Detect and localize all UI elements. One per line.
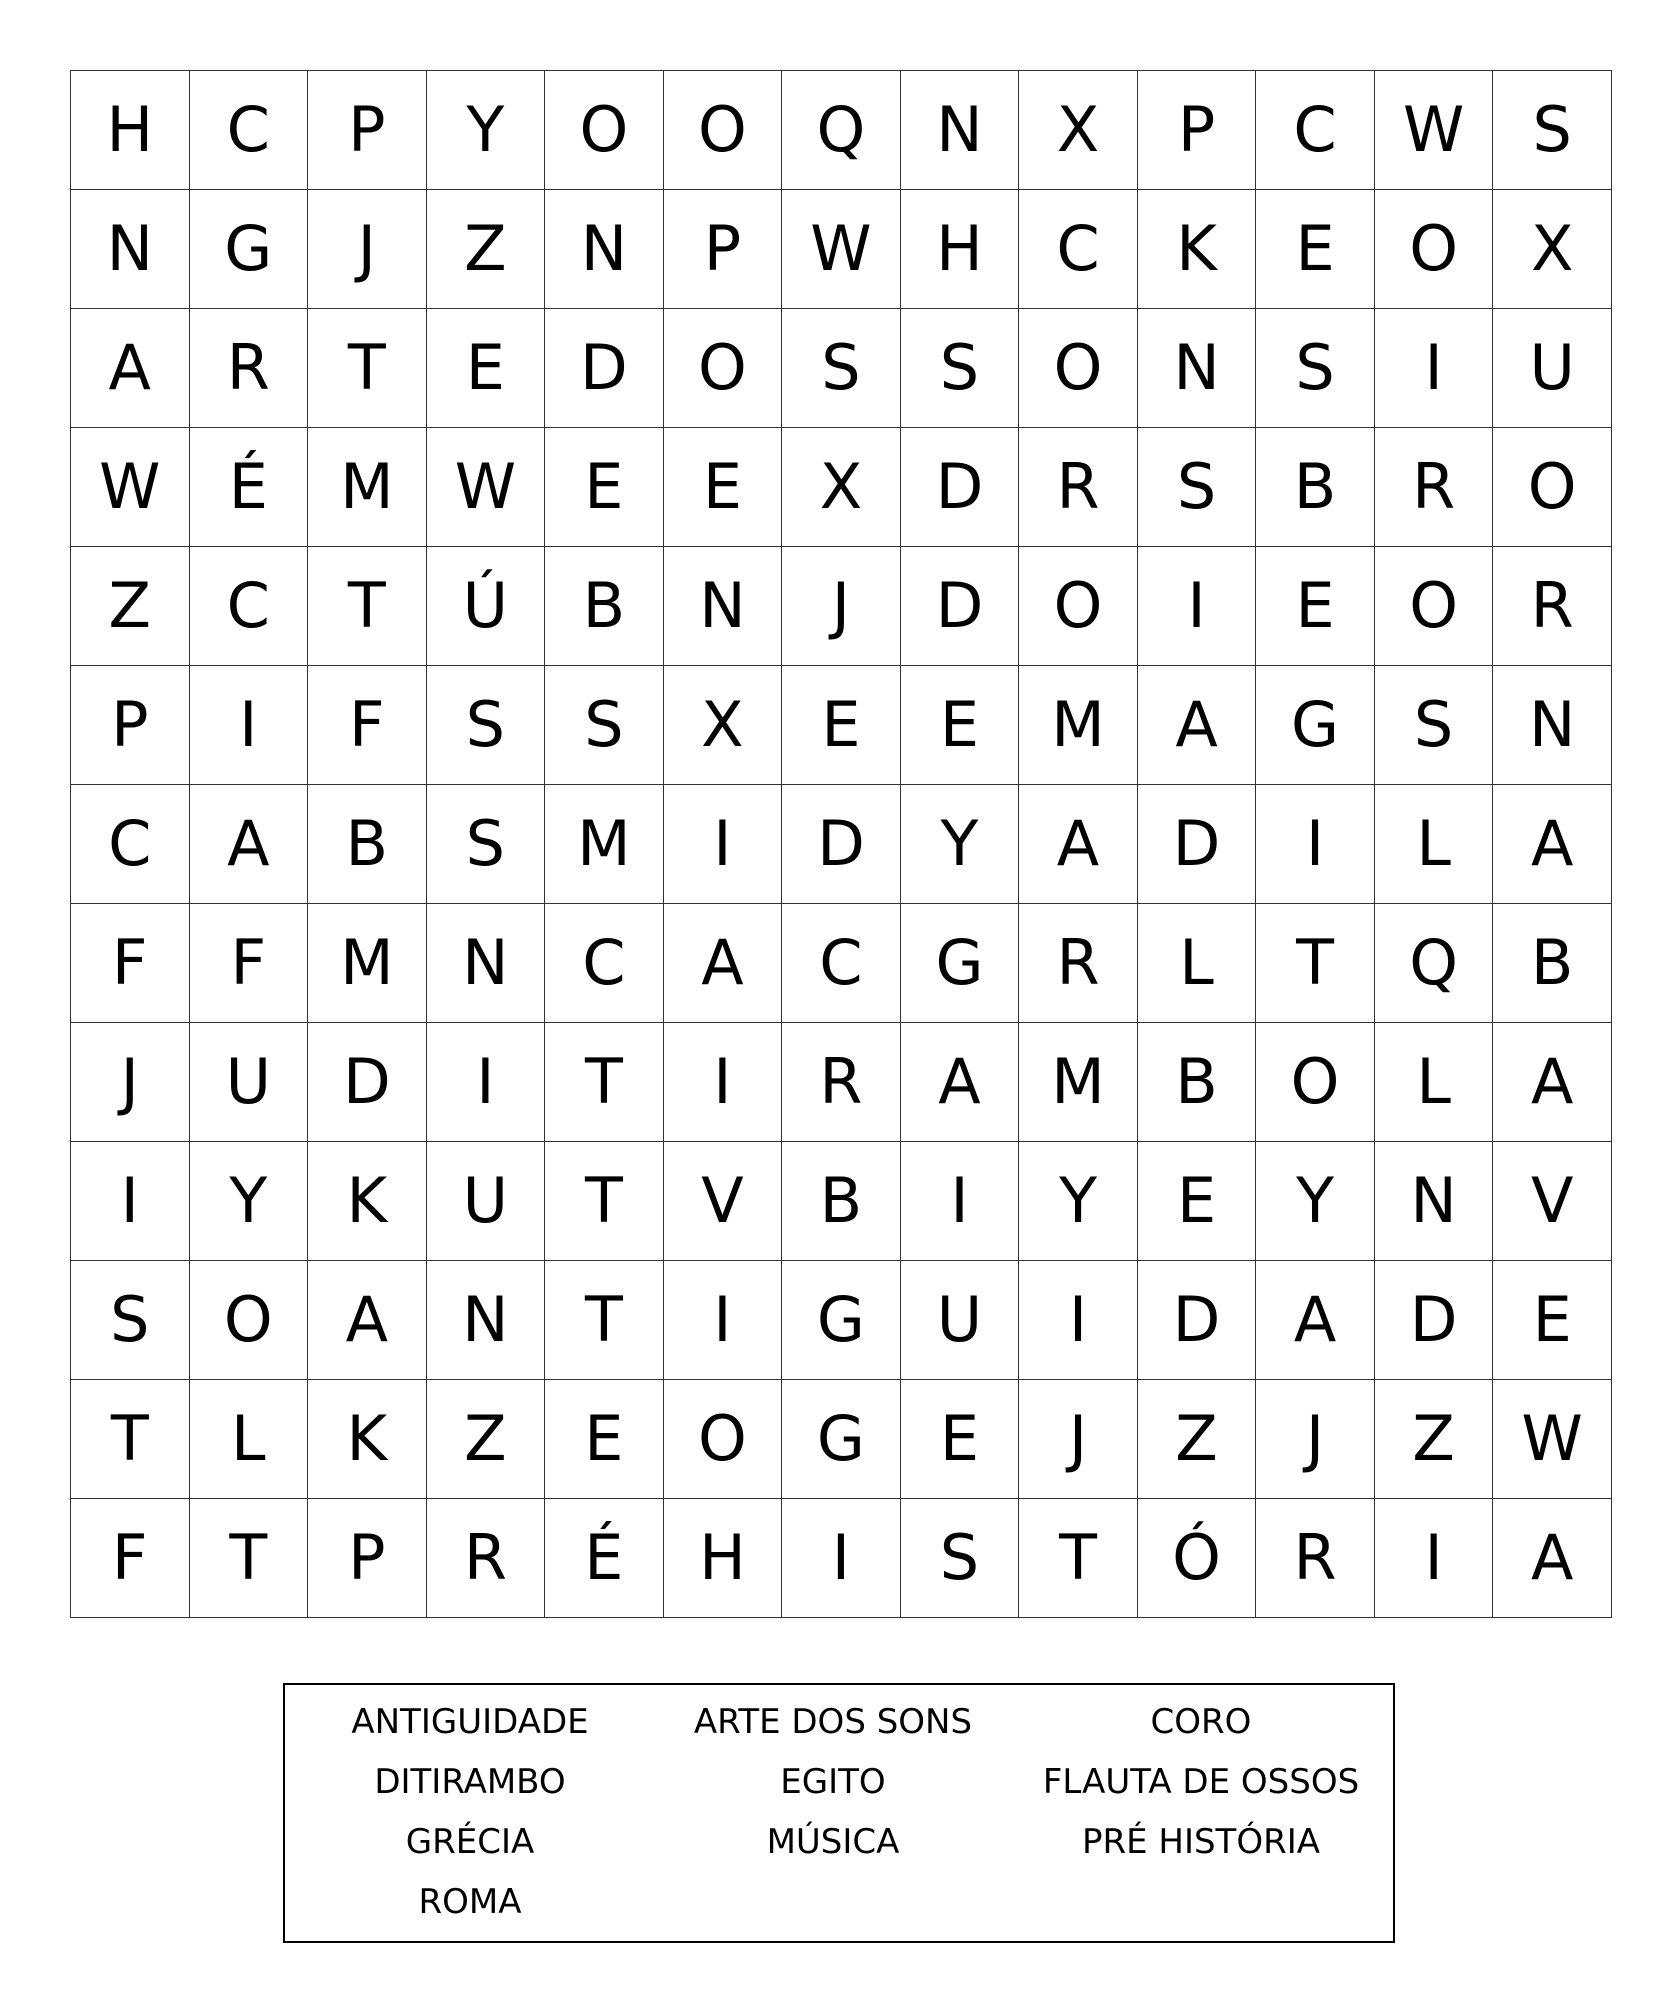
grid-cell[interactable]: Z bbox=[71, 547, 190, 666]
grid-cell[interactable]: I bbox=[663, 1023, 782, 1142]
grid-row bbox=[71, 1023, 1612, 1142]
grid-cell[interactable]: Z bbox=[1137, 1380, 1256, 1499]
grid-cell[interactable]: E bbox=[1493, 1261, 1612, 1380]
grid-cell[interactable]: R bbox=[782, 1023, 901, 1142]
grid-cell[interactable]: É bbox=[189, 428, 308, 547]
grid-cell[interactable]: R bbox=[426, 1499, 545, 1618]
grid-cell[interactable]: A bbox=[1493, 1499, 1612, 1618]
grid-cell[interactable]: C bbox=[189, 547, 308, 666]
grid-cell[interactable]: I bbox=[1256, 785, 1375, 904]
grid-cell[interactable]: H bbox=[71, 71, 190, 190]
grid-cell[interactable]: F bbox=[189, 904, 308, 1023]
grid-cell[interactable]: H bbox=[663, 1499, 782, 1618]
grid-cell[interactable]: B bbox=[782, 1142, 901, 1261]
grid-cell[interactable]: K bbox=[1137, 190, 1256, 309]
grid-cell[interactable]: Ú bbox=[426, 547, 545, 666]
grid-cell[interactable]: A bbox=[308, 1261, 427, 1380]
grid-cell[interactable]: W bbox=[782, 190, 901, 309]
grid-cell[interactable]: I bbox=[782, 1499, 901, 1618]
grid-cell[interactable]: X bbox=[782, 428, 901, 547]
grid-cell[interactable]: I bbox=[900, 1142, 1019, 1261]
grid-cell[interactable]: I bbox=[1019, 1261, 1138, 1380]
grid-cell[interactable]: E bbox=[900, 1380, 1019, 1499]
grid-cell[interactable]: G bbox=[1256, 666, 1375, 785]
grid-cell[interactable]: N bbox=[426, 904, 545, 1023]
grid-cell[interactable]: Y bbox=[426, 71, 545, 190]
grid-cell[interactable]: W bbox=[1374, 71, 1493, 190]
word-list-item: EGITO bbox=[780, 1762, 886, 1802]
grid-cell[interactable]: A bbox=[1493, 1023, 1612, 1142]
grid-cell[interactable]: F bbox=[308, 666, 427, 785]
word-list-item: FLAUTA DE OSSOS bbox=[1042, 1762, 1360, 1802]
word-list-item: PRÉ HISTÓRIA bbox=[1081, 1822, 1321, 1862]
grid-cell[interactable]: R bbox=[189, 309, 308, 428]
grid-cell[interactable]: O bbox=[1256, 1023, 1375, 1142]
grid-row bbox=[71, 1142, 1612, 1261]
grid-cell[interactable]: T bbox=[308, 547, 427, 666]
grid-cell[interactable]: N bbox=[1137, 309, 1256, 428]
word-list-item: MÚSICA bbox=[766, 1822, 900, 1862]
grid-cell[interactable]: D bbox=[900, 428, 1019, 547]
grid-cell[interactable]: B bbox=[1493, 904, 1612, 1023]
grid-cell[interactable]: E bbox=[545, 1380, 664, 1499]
grid-cell[interactable]: B bbox=[308, 785, 427, 904]
grid-cell[interactable]: G bbox=[782, 1261, 901, 1380]
grid-cell[interactable]: A bbox=[663, 904, 782, 1023]
grid-row bbox=[71, 1261, 1612, 1380]
grid-cell[interactable]: X bbox=[1019, 71, 1138, 190]
grid-cell[interactable]: W bbox=[1493, 1380, 1612, 1499]
grid-cell[interactable]: S bbox=[1137, 428, 1256, 547]
grid-cell[interactable]: O bbox=[1019, 547, 1138, 666]
grid-cell[interactable]: E bbox=[545, 428, 664, 547]
grid-cell[interactable]: D bbox=[545, 309, 664, 428]
grid-cell[interactable]: Ó bbox=[1137, 1499, 1256, 1618]
grid-cell[interactable]: J bbox=[782, 547, 901, 666]
grid-cell[interactable]: S bbox=[1374, 666, 1493, 785]
grid-cell[interactable]: A bbox=[1019, 785, 1138, 904]
grid-cell[interactable]: N bbox=[1374, 1142, 1493, 1261]
grid-cell[interactable]: S bbox=[426, 666, 545, 785]
grid-row bbox=[71, 904, 1612, 1023]
grid-cell[interactable]: I bbox=[1374, 309, 1493, 428]
grid-cell[interactable]: N bbox=[426, 1261, 545, 1380]
grid-cell[interactable]: B bbox=[1137, 1023, 1256, 1142]
grid-cell[interactable]: T bbox=[545, 1023, 664, 1142]
grid-cell[interactable]: L bbox=[1374, 1023, 1493, 1142]
grid-cell[interactable]: A bbox=[900, 1023, 1019, 1142]
grid-cell[interactable]: V bbox=[663, 1142, 782, 1261]
grid-cell[interactable]: C bbox=[71, 785, 190, 904]
grid-cell[interactable]: H bbox=[900, 190, 1019, 309]
grid-cell[interactable]: L bbox=[1374, 785, 1493, 904]
grid-cell[interactable]: E bbox=[426, 309, 545, 428]
grid-cell[interactable]: E bbox=[900, 666, 1019, 785]
grid-cell[interactable]: L bbox=[1137, 904, 1256, 1023]
grid-cell[interactable]: M bbox=[1019, 1023, 1138, 1142]
grid-cell[interactable]: I bbox=[426, 1023, 545, 1142]
grid-cell[interactable]: S bbox=[900, 309, 1019, 428]
grid-cell[interactable]: Y bbox=[900, 785, 1019, 904]
grid-cell[interactable]: K bbox=[308, 1380, 427, 1499]
grid-cell[interactable]: E bbox=[782, 666, 901, 785]
grid-cell[interactable]: M bbox=[308, 904, 427, 1023]
grid-cell[interactable]: M bbox=[308, 428, 427, 547]
grid-cell[interactable]: A bbox=[71, 309, 190, 428]
grid-cell[interactable]: D bbox=[1374, 1261, 1493, 1380]
grid-cell[interactable]: T bbox=[71, 1380, 190, 1499]
word-list-item: DITIRAMBO bbox=[374, 1762, 566, 1802]
grid-cell[interactable]: U bbox=[426, 1142, 545, 1261]
grid-row bbox=[71, 666, 1612, 785]
grid-cell[interactable]: O bbox=[1374, 547, 1493, 666]
grid-cell[interactable]: T bbox=[308, 309, 427, 428]
grid-cell[interactable]: W bbox=[71, 428, 190, 547]
grid-cell[interactable]: I bbox=[1374, 1499, 1493, 1618]
grid-cell[interactable]: T bbox=[545, 1142, 664, 1261]
grid-cell[interactable]: N bbox=[663, 547, 782, 666]
grid-cell[interactable]: I bbox=[1137, 547, 1256, 666]
grid-cell[interactable]: M bbox=[545, 785, 664, 904]
grid-cell[interactable]: T bbox=[189, 1499, 308, 1618]
grid-cell[interactable]: E bbox=[663, 428, 782, 547]
grid-cell[interactable]: I bbox=[71, 1142, 190, 1261]
grid-cell[interactable]: I bbox=[189, 666, 308, 785]
grid-cell[interactable]: G bbox=[900, 904, 1019, 1023]
grid-cell[interactable]: D bbox=[900, 547, 1019, 666]
grid-cell[interactable]: O bbox=[663, 71, 782, 190]
grid-cell[interactable]: S bbox=[782, 309, 901, 428]
grid-cell[interactable]: Q bbox=[782, 71, 901, 190]
grid-cell[interactable]: T bbox=[545, 1261, 664, 1380]
grid-cell[interactable]: C bbox=[545, 904, 664, 1023]
grid-cell[interactable]: Y bbox=[1256, 1142, 1375, 1261]
grid-cell[interactable]: U bbox=[1493, 309, 1612, 428]
grid-cell[interactable]: N bbox=[71, 190, 190, 309]
grid-cell[interactable]: G bbox=[189, 190, 308, 309]
grid-cell[interactable]: M bbox=[1019, 666, 1138, 785]
grid-cell[interactable]: V bbox=[1493, 1142, 1612, 1261]
grid-cell[interactable]: Q bbox=[1374, 904, 1493, 1023]
grid-cell[interactable]: X bbox=[1493, 190, 1612, 309]
grid-cell[interactable]: A bbox=[1137, 666, 1256, 785]
grid-cell[interactable]: L bbox=[189, 1380, 308, 1499]
word-list-item: GRÉCIA bbox=[405, 1822, 535, 1862]
grid-cell[interactable]: Z bbox=[426, 1380, 545, 1499]
grid-cell[interactable]: K bbox=[308, 1142, 427, 1261]
grid-cell[interactable]: O bbox=[663, 309, 782, 428]
grid-row bbox=[71, 428, 1612, 547]
word-list-item: ANTIGUIDADE bbox=[351, 1702, 589, 1742]
grid-cell[interactable]: S bbox=[71, 1261, 190, 1380]
grid-cell[interactable]: A bbox=[1256, 1261, 1375, 1380]
grid-cell[interactable]: D bbox=[1137, 1261, 1256, 1380]
grid-cell[interactable]: S bbox=[1493, 71, 1612, 190]
grid-cell[interactable]: O bbox=[1493, 428, 1612, 547]
grid-cell[interactable]: T bbox=[1019, 1499, 1138, 1618]
grid-cell[interactable]: W bbox=[426, 428, 545, 547]
grid-cell[interactable]: A bbox=[189, 785, 308, 904]
grid-cell[interactable]: J bbox=[1256, 1380, 1375, 1499]
grid-cell[interactable]: R bbox=[1019, 428, 1138, 547]
grid-cell[interactable]: O bbox=[1374, 190, 1493, 309]
grid-cell[interactable]: E bbox=[1137, 1142, 1256, 1261]
grid-cell[interactable]: P bbox=[71, 666, 190, 785]
grid-cell[interactable]: N bbox=[1493, 666, 1612, 785]
grid-cell[interactable]: Z bbox=[426, 190, 545, 309]
grid-cell[interactable]: R bbox=[1019, 904, 1138, 1023]
grid-cell[interactable]: F bbox=[71, 1499, 190, 1618]
grid-cell[interactable]: B bbox=[1256, 428, 1375, 547]
grid-cell[interactable]: B bbox=[545, 547, 664, 666]
grid-cell[interactable]: C bbox=[1256, 71, 1375, 190]
grid-cell[interactable]: P bbox=[308, 71, 427, 190]
grid-cell[interactable]: R bbox=[1374, 428, 1493, 547]
grid-cell[interactable]: O bbox=[1019, 309, 1138, 428]
grid-cell[interactable]: D bbox=[1137, 785, 1256, 904]
grid-row bbox=[71, 309, 1612, 428]
grid-row bbox=[71, 190, 1612, 309]
grid-cell[interactable]: O bbox=[663, 1380, 782, 1499]
word-search-grid bbox=[70, 70, 1612, 1618]
grid-cell[interactable]: Z bbox=[1374, 1380, 1493, 1499]
grid-row bbox=[71, 1380, 1612, 1499]
grid-cell[interactable]: O bbox=[189, 1261, 308, 1380]
grid-cell[interactable]: X bbox=[663, 666, 782, 785]
grid-row bbox=[71, 1499, 1612, 1618]
grid-cell[interactable]: I bbox=[663, 785, 782, 904]
grid-cell[interactable]: J bbox=[71, 1023, 190, 1142]
grid-cell[interactable]: U bbox=[189, 1023, 308, 1142]
grid-cell[interactable]: R bbox=[1493, 547, 1612, 666]
grid-cell[interactable]: S bbox=[545, 666, 664, 785]
word-list-item: CORO bbox=[1150, 1702, 1252, 1742]
grid-cell[interactable]: S bbox=[1256, 309, 1375, 428]
grid-cell[interactable]: D bbox=[782, 785, 901, 904]
grid-cell[interactable]: Y bbox=[189, 1142, 308, 1261]
grid-row bbox=[71, 785, 1612, 904]
grid-cell[interactable]: E bbox=[1256, 190, 1375, 309]
grid-cell[interactable]: C bbox=[189, 71, 308, 190]
grid-cell[interactable]: P bbox=[1137, 71, 1256, 190]
grid-cell[interactable]: D bbox=[308, 1023, 427, 1142]
grid-cell[interactable]: P bbox=[663, 190, 782, 309]
grid-cell[interactable]: S bbox=[426, 785, 545, 904]
grid-cell[interactable]: T bbox=[1256, 904, 1375, 1023]
grid-cell[interactable]: I bbox=[663, 1261, 782, 1380]
grid-cell[interactable]: P bbox=[308, 1499, 427, 1618]
grid-cell[interactable]: F bbox=[71, 904, 190, 1023]
grid-cell[interactable]: J bbox=[308, 190, 427, 309]
word-list-box bbox=[283, 1683, 1395, 1943]
word-list-item: ARTE DOS SONS bbox=[693, 1702, 973, 1742]
grid-cell[interactable]: N bbox=[900, 71, 1019, 190]
grid-cell[interactable]: C bbox=[1019, 190, 1138, 309]
grid-cell[interactable]: S bbox=[900, 1499, 1019, 1618]
grid-cell[interactable]: E bbox=[1256, 547, 1375, 666]
grid-cell[interactable]: Y bbox=[1019, 1142, 1138, 1261]
grid-cell[interactable]: U bbox=[900, 1261, 1019, 1380]
grid-cell[interactable]: C bbox=[782, 904, 901, 1023]
grid-row bbox=[71, 71, 1612, 190]
grid-cell[interactable]: G bbox=[782, 1380, 901, 1499]
grid-cell[interactable]: O bbox=[545, 71, 664, 190]
word-list-item: ROMA bbox=[418, 1882, 522, 1922]
grid-cell[interactable]: A bbox=[1493, 785, 1612, 904]
grid-cell[interactable]: É bbox=[545, 1499, 664, 1618]
grid-cell[interactable]: N bbox=[545, 190, 664, 309]
grid-row bbox=[71, 547, 1612, 666]
grid-cell[interactable]: R bbox=[1256, 1499, 1375, 1618]
grid-cell[interactable]: J bbox=[1019, 1380, 1138, 1499]
